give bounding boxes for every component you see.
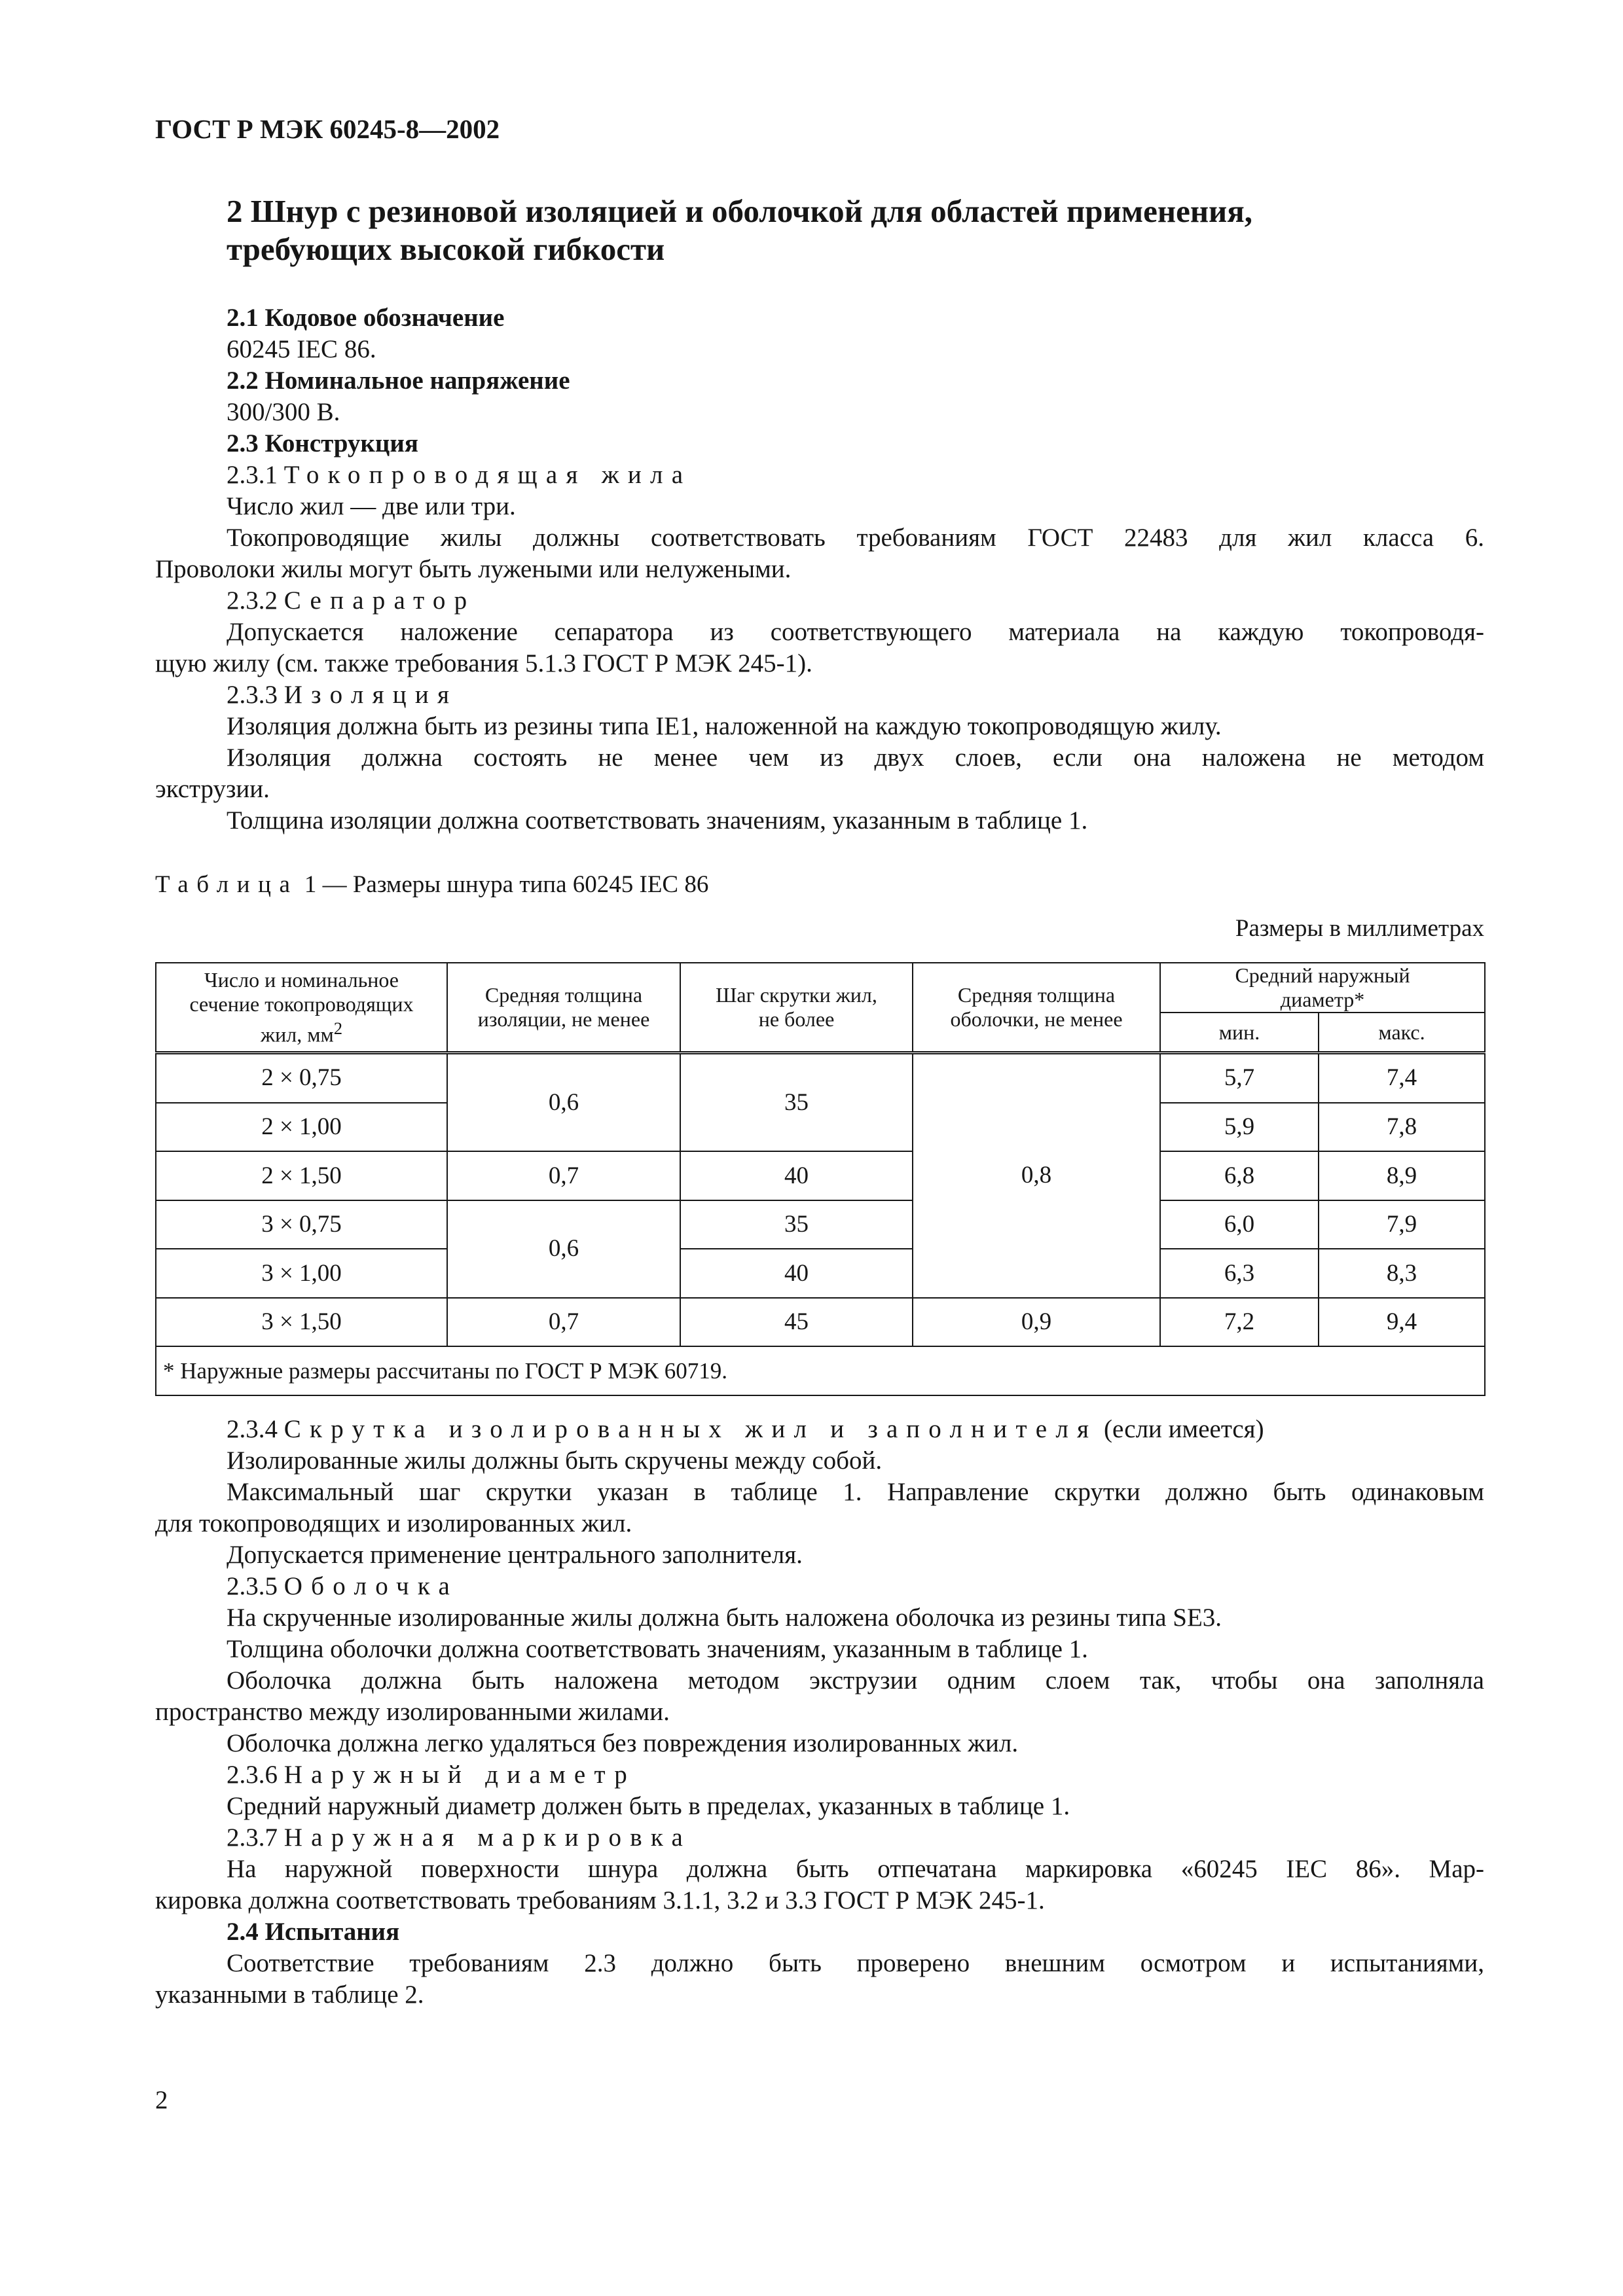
code-designation: 60245 IEC 86. [227,335,376,363]
paragraph: Изоляция должна быть из резины типа IE1, наложенной на каждую токопроводящую жилу. [227,712,1222,740]
document-header: ГОСТ Р МЭК 60245-8—2002 [155,114,500,144]
section-title-line-2: требующих высокой гибкости [227,231,665,267]
cell-insulation-thickness: 0,6 [447,1053,680,1152]
cell-core-size: 2 × 1,00 [156,1103,447,1152]
cell-diameter-max: 7,9 [1319,1200,1485,1249]
table-row [156,1200,1485,1249]
table-row [156,1249,1485,1298]
dimensions-table [155,962,1486,1396]
heading-2-3-1 [227,459,1484,491]
cell-core-size: 2 × 1,50 [156,1151,447,1200]
heading-2-3-2 [227,585,1484,617]
paragraph: Толщина оболочки должна соответствовать значениям, указанным в таблице 1. [227,1635,1088,1663]
table-caption [155,869,1484,901]
cell-core-size: 3 × 1,00 [156,1249,447,1298]
heading-2-3-1-title: Токопроводящая жила [283,461,692,489]
paragraph: Допускается наложение сепаратора из соответствующего материала на каждую токопроводя- [227,618,1484,646]
rated-voltage: 300/300 В. [227,398,340,426]
cell-lay-length: 35 [680,1053,913,1152]
section-title-line-1: 2 Шнур с резиновой изоляцией и оболочкой для областей применения, [227,193,1253,229]
cell-insulation-thickness: 0,7 [447,1298,680,1347]
heading-2-3-6-number: 2.3.6 [227,1761,278,1789]
table-footnote: * Наружные размеры рассчитаны по ГОСТ Р МЭК 60719. [156,1346,1485,1395]
col-header-diameter: Средний наружный диаметр* [1160,963,1485,1013]
cell-diameter-min: 6,3 [1160,1249,1319,1298]
cell-diameter-max: 8,3 [1319,1249,1485,1298]
paragraph: Изолированные жилы должны быть скручены между собой. [227,1446,883,1475]
heading-2-3-2-title: Сепаратор [283,586,476,615]
table-caption-text: 1 — Размеры шнура типа 60245 IEC 86 [304,871,709,898]
heading-2-3-3-number: 2.3.3 [227,681,278,709]
cell-lay-length: 45 [680,1298,913,1347]
paragraph-continued: Проволоки жилы могут быть лужеными или нелужеными. [155,555,792,583]
heading-2-3-1-number: 2.3.1 [227,461,278,489]
table-row [156,1151,1485,1200]
cell-diameter-max: 9,4 [1319,1298,1485,1347]
cell-diameter-min: 7,2 [1160,1298,1319,1347]
heading-2-3-5-number: 2.3.5 [227,1572,278,1600]
paragraph-continued: для токопроводящих и изолированных жил. [155,1509,632,1537]
table-row [156,1298,1485,1347]
heading-2-3-4 [227,1414,1484,1445]
paragraph: Соответствие требованиям 2.3 должно быть проверено внешним осмотром и испытаниями, [227,1949,1484,1977]
paragraph: На скрученные изолированные жилы должна быть наложена оболочка из резины типа SE3. [227,1604,1222,1632]
heading-2-3-2-number: 2.3.2 [227,586,278,615]
cell-diameter-max: 7,8 [1319,1103,1485,1152]
paragraph: Допускается применение центрального заполнителя. [227,1541,803,1569]
cell-insulation-thickness: 0,7 [447,1151,680,1200]
cell-core-size: 3 × 0,75 [156,1200,447,1249]
cell-diameter-min: 5,7 [1160,1053,1319,1103]
cell-sheath-thickness: 0,8 [913,1053,1160,1298]
paragraph-continued: пространство между изолированными жилами. [155,1698,670,1726]
heading-2-3-7-title: Наружная маркировка [283,1823,692,1852]
table-caption-label: Таблица [155,871,299,898]
heading-2-3-3 [227,679,1484,711]
cell-lay-length: 40 [680,1249,913,1298]
heading-2-3-7 [227,1822,1484,1854]
paragraph-continued: кировка должна соответствовать требованиям 3.1.1, 3.2 и 3.3 ГОСТ Р МЭК 245-1. [155,1886,1045,1914]
table-footnote-row [156,1346,1485,1395]
paragraph-continued: экструзии. [155,775,270,803]
col-header-insulation: Средняя толщина изоляции, не менее [447,963,680,1053]
cell-diameter-max: 7,4 [1319,1053,1485,1103]
heading-2-3-5 [227,1571,1484,1602]
heading-2-3-4-title: Скрутка изолированных жил и заполнителя [283,1415,1098,1443]
col-header-sheath: Средняя толщина оболочки, не менее [913,963,1160,1053]
cell-core-size: 2 × 0,75 [156,1053,447,1103]
section-title-continued [227,230,1484,268]
cell-sheath-thickness: 0,9 [913,1298,1160,1347]
cell-insulation-thickness: 0,6 [447,1200,680,1298]
heading-2-3-4-suffix: (если имеется) [1104,1415,1264,1443]
table-units: Размеры в миллиметрах [1235,915,1484,942]
heading-2-3-4-number: 2.3.4 [227,1415,278,1443]
col-header-max: макс. [1319,1013,1485,1053]
paragraph: Токопроводящие жилы должны соответствовать требованиям ГОСТ 22483 для жил класса 6. [227,524,1484,552]
paragraph: Число жил — две или три. [227,492,516,520]
page-number: 2 [155,2086,168,2114]
cell-core-size: 3 × 1,50 [156,1298,447,1347]
section-title [227,192,1484,230]
col-header-min: мин. [1160,1013,1319,1053]
cell-lay-length: 35 [680,1200,913,1249]
paragraph: Оболочка должна быть наложена методом экструзии одним слоем так, чтобы она заполняла [227,1666,1484,1695]
paragraph: Толщина изоляции должна соответствовать значениям, указанным в таблице 1. [227,806,1088,834]
heading-2-3-3-title: Изоляция [283,681,458,709]
cell-diameter-max: 8,9 [1319,1151,1485,1200]
col-header-cores: Число и номинальное сечение токопроводящих жил, $мм^2$ [156,963,447,1053]
heading-2-1: 2.1 Кодовое обозначение [227,304,505,332]
cell-diameter-min: 6,0 [1160,1200,1319,1249]
cell-diameter-min: 6,8 [1160,1151,1319,1200]
heading-2-3-7-number: 2.3.7 [227,1823,278,1852]
paragraph-continued: щую жилу (см. также требования 5.1.3 ГОСТ Р МЭК 245-1). [155,649,812,677]
paragraph: Оболочка должна легко удаляться без повреждения изолированных жил. [227,1729,1019,1757]
heading-2-3-6 [227,1759,1484,1791]
cell-diameter-min: 5,9 [1160,1103,1319,1152]
col-header-lay-length: Шаг скрутки жил, не более [680,963,913,1053]
cell-lay-length: 40 [680,1151,913,1200]
paragraph: Изоляция должна состоять не менее чем из двух слоев, если она наложена не методом [227,744,1484,772]
heading-2-2: 2.2 Номинальное напряжение [227,367,570,395]
heading-2-3-6-title: Наружный диаметр [283,1761,636,1789]
heading-2-4: 2.4 Испытания [227,1918,400,1946]
heading-2-3-5-title: Оболочка [283,1572,459,1600]
table-row [156,1053,1485,1103]
paragraph: Максимальный шаг скрутки указан в таблице 1. Направление скрутки должно быть одинаковым [227,1478,1484,1506]
heading-2-3: 2.3 Конструкция [227,429,418,457]
paragraph: На наружной поверхности шнура должна быть отпечатана маркировка «60245 IEC 86». Мар- [227,1855,1484,1883]
paragraph: Средний наружный диаметр должен быть в пределах, указанных в таблице 1. [227,1792,1070,1820]
paragraph-continued: указанными в таблице 2. [155,1981,424,2009]
